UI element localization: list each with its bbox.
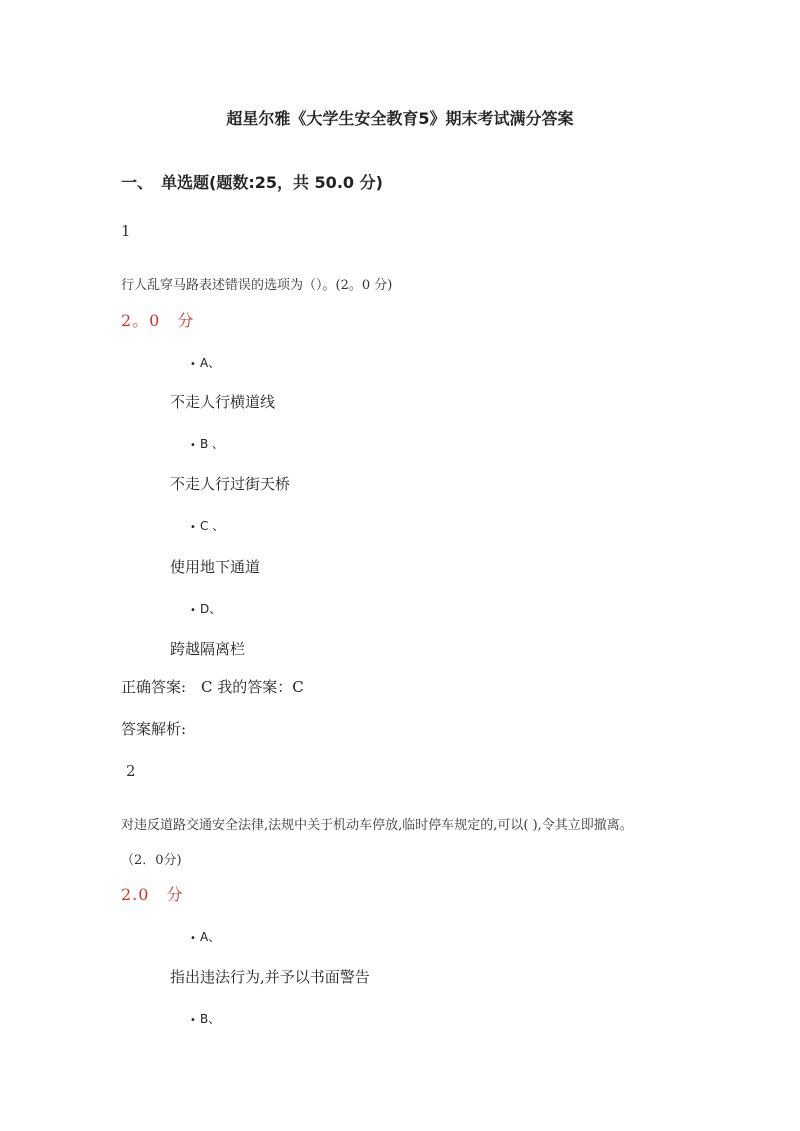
option-b-letter: • B 、 [190, 437, 225, 451]
document-title: 超星尔雅《大学生安全教育5》期末考试满分答案 [226, 109, 574, 128]
option-a-text: 不走人行横道线 [170, 393, 276, 411]
section-label: 单选题(题数:25，共 50.0 分) [161, 173, 383, 192]
bullet-icon: • [190, 1015, 196, 1026]
question-text-continued: （2．0分) [121, 853, 182, 868]
question-number: 2 [126, 762, 136, 780]
answer-line: 正确答案: C 我的答案：C [121, 678, 304, 696]
question-text: 对违反道路交通安全法律,法规中关于机动车停放,临时停车规定的,可以( ),令其立即撤离。 [121, 818, 633, 833]
option-a-letter: • A、 [190, 356, 221, 370]
section-heading [121, 170, 383, 193]
option-a-letter: • A、 [190, 930, 221, 944]
bullet-icon: • [190, 359, 196, 370]
option-d-letter: • D、 [190, 602, 222, 616]
analysis-label: 答案解析: [121, 720, 187, 738]
option-a-text: 指出违法行为,并予以书面警告 [170, 968, 370, 986]
question-score: 2.0 分 [121, 885, 184, 904]
bullet-icon: • [190, 522, 196, 533]
bullet-icon: • [190, 605, 196, 616]
question-number: 1 [121, 222, 131, 240]
option-b-letter: • B、 [190, 1012, 221, 1026]
option-d-text: 跨越隔离栏 [170, 640, 246, 658]
section-number: 一、 [121, 173, 154, 192]
question-score: 2。0 分 [121, 311, 195, 330]
option-c-text: 使用地下通道 [170, 558, 261, 576]
bullet-icon: • [190, 440, 196, 451]
question-text: 行人乱穿马路表述错误的选项为（）。(2。0 分) [121, 278, 393, 293]
option-c-letter: • C 、 [190, 519, 225, 533]
option-b-text: 不走人行过街天桥 [170, 475, 291, 493]
bullet-icon: • [190, 933, 196, 944]
